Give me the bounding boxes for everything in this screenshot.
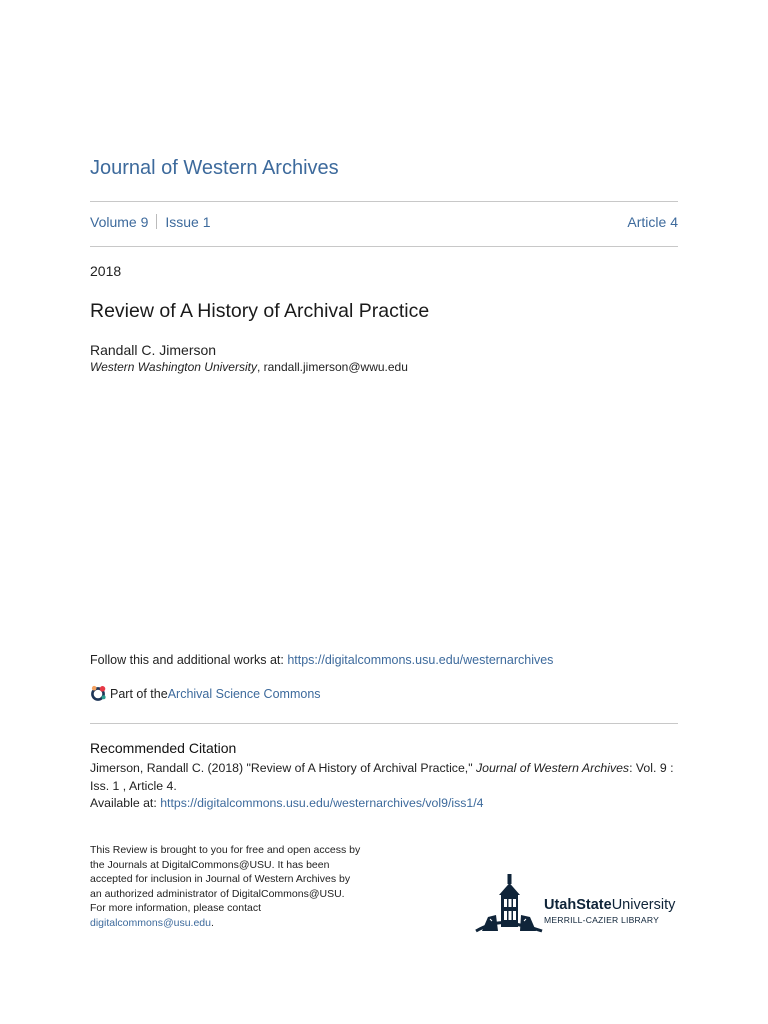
wordmark-utah: Utah (544, 897, 577, 913)
volume-link[interactable]: Volume 9 (90, 214, 149, 230)
follow-line (90, 653, 553, 667)
notice-line-1: This Review is brought to you for free and open access by (90, 844, 361, 856)
citation-journal: Journal of Western Archives (475, 761, 630, 775)
journal-title[interactable]: Journal of Western Archives (90, 157, 339, 179)
affiliation-separator: , (256, 360, 264, 374)
author-name: Randall C. Jimerson (90, 342, 217, 358)
article-url-link[interactable]: https://digitalcommons.usu.edu/westernarchives/vol9/iss1/4 (160, 796, 484, 810)
usu-wordmark (544, 897, 675, 913)
notice-end: . (210, 916, 214, 929)
library-name: MERRILL-CAZIER LIBRARY (544, 915, 660, 925)
issue-link[interactable]: Issue 1 (165, 214, 211, 230)
volume-issue-row (90, 214, 678, 230)
citation-text-start: Jimerson, Randall C. (2018) "Review of A History of Archival Practice," (90, 761, 476, 775)
notice-line-2: the Journals at DigitalCommons@USU. It has been (90, 858, 330, 871)
affiliation-name: Western Washington University (90, 360, 257, 374)
volume-issue-separator (156, 214, 157, 229)
article-title: Review of A History of Archival Practice (90, 300, 430, 322)
usu-library-logo (474, 871, 684, 933)
collection-url-link[interactable]: https://digitalcommons.usu.edu/westernarchives (287, 653, 554, 667)
article-link[interactable]: Article 4 (627, 214, 678, 230)
header-divider-top (90, 201, 678, 202)
part-of-prefix: Part of the (110, 686, 168, 701)
contact-email-link[interactable]: digitalcommons@usu.edu (90, 916, 211, 929)
header-divider-bottom (90, 246, 678, 247)
available-at-label: Available at: (90, 796, 161, 810)
wordmark-state: State (576, 897, 612, 913)
notice-line-4: an authorized administrator of DigitalCommons@USU. (90, 887, 345, 900)
commons-network-icon (90, 685, 107, 702)
author-affiliation (90, 360, 408, 374)
notice-line-5: For more information, please contact (90, 902, 261, 914)
publication-year: 2018 (90, 263, 122, 279)
notice-line-3: accepted for inclusion in Journal of Western Archives by (90, 873, 351, 885)
notice-contact-line (90, 916, 390, 931)
wordmark-university: University (611, 897, 676, 913)
old-main-tower-icon (474, 871, 544, 933)
citation-block (90, 760, 680, 813)
archival-science-commons-link[interactable]: Archival Science Commons (167, 686, 321, 701)
follow-prefix: Follow this and additional works at: (90, 653, 288, 667)
citation-text-end: : Vol. 9 : Iss. 1 , Article 4. (90, 761, 674, 793)
recommended-citation-heading: Recommended Citation (90, 740, 237, 756)
author-email: randall.jimerson@wwu.edu (263, 360, 408, 374)
access-notice (90, 843, 390, 930)
part-of-line (90, 685, 321, 702)
citation-divider (90, 723, 678, 724)
